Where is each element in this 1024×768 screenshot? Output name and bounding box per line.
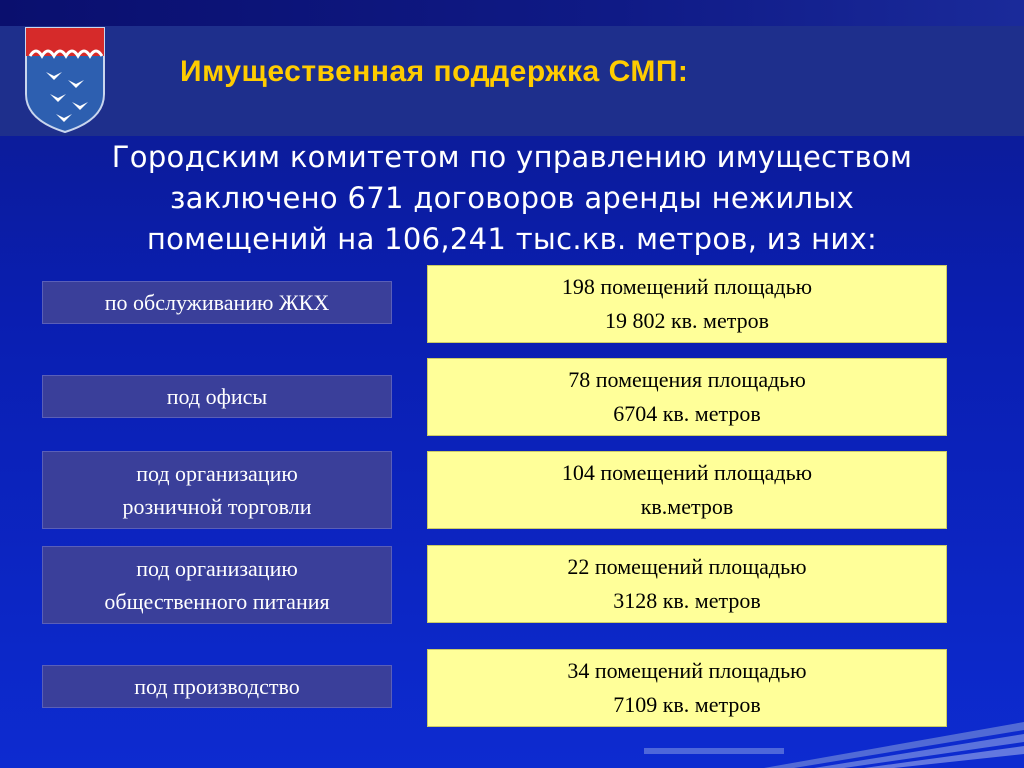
coat-of-arms-icon bbox=[22, 24, 108, 134]
value-line: 104 помещений площадью bbox=[561, 460, 813, 485]
category-label-line: розничной торговли bbox=[122, 494, 312, 519]
value-line: 22 помещений площадью bbox=[567, 554, 807, 579]
value-line: 19 802 кв. метров bbox=[604, 308, 770, 333]
category-label-offices bbox=[42, 375, 392, 418]
value-line: 6704 кв. метров bbox=[613, 401, 761, 426]
intro-line: заключено 671 договоров аренды нежилых bbox=[169, 181, 855, 215]
value-line: 3128 кв. метров bbox=[613, 588, 761, 613]
category-label-housing bbox=[42, 281, 392, 324]
category-label-production bbox=[42, 665, 392, 708]
intro-text bbox=[40, 137, 984, 260]
category-label-line: под организацию bbox=[136, 556, 298, 581]
category-label-line: под офисы bbox=[166, 384, 268, 409]
category-value-production bbox=[427, 649, 947, 727]
value-line: кв.метров bbox=[640, 494, 734, 519]
category-label-line: под производство bbox=[134, 674, 300, 699]
value-line: 198 помещений площадью bbox=[561, 274, 813, 299]
page-title: Имущественная поддержка СМП: bbox=[180, 55, 689, 88]
intro-line: помещений на 106,241 тыс.кв. метров, из них: bbox=[146, 222, 878, 256]
intro-line: Городским комитетом по управлению имуществом bbox=[111, 140, 913, 174]
category-value-housing bbox=[427, 265, 947, 343]
category-label-line: под организацию bbox=[136, 461, 298, 486]
category-value-offices bbox=[427, 358, 947, 436]
value-line: 78 помещения площадью bbox=[568, 367, 806, 392]
category-label-line: по обслуживанию ЖКХ bbox=[104, 290, 330, 315]
category-value-catering bbox=[427, 545, 947, 623]
top-bar bbox=[0, 0, 1024, 26]
value-line: 7109 кв. метров bbox=[613, 692, 761, 717]
value-line: 34 помещений площадью bbox=[567, 658, 807, 683]
category-label-line: общественного питания bbox=[104, 589, 330, 614]
category-label-catering bbox=[42, 546, 392, 624]
category-value-retail bbox=[427, 451, 947, 529]
category-label-retail bbox=[42, 451, 392, 529]
